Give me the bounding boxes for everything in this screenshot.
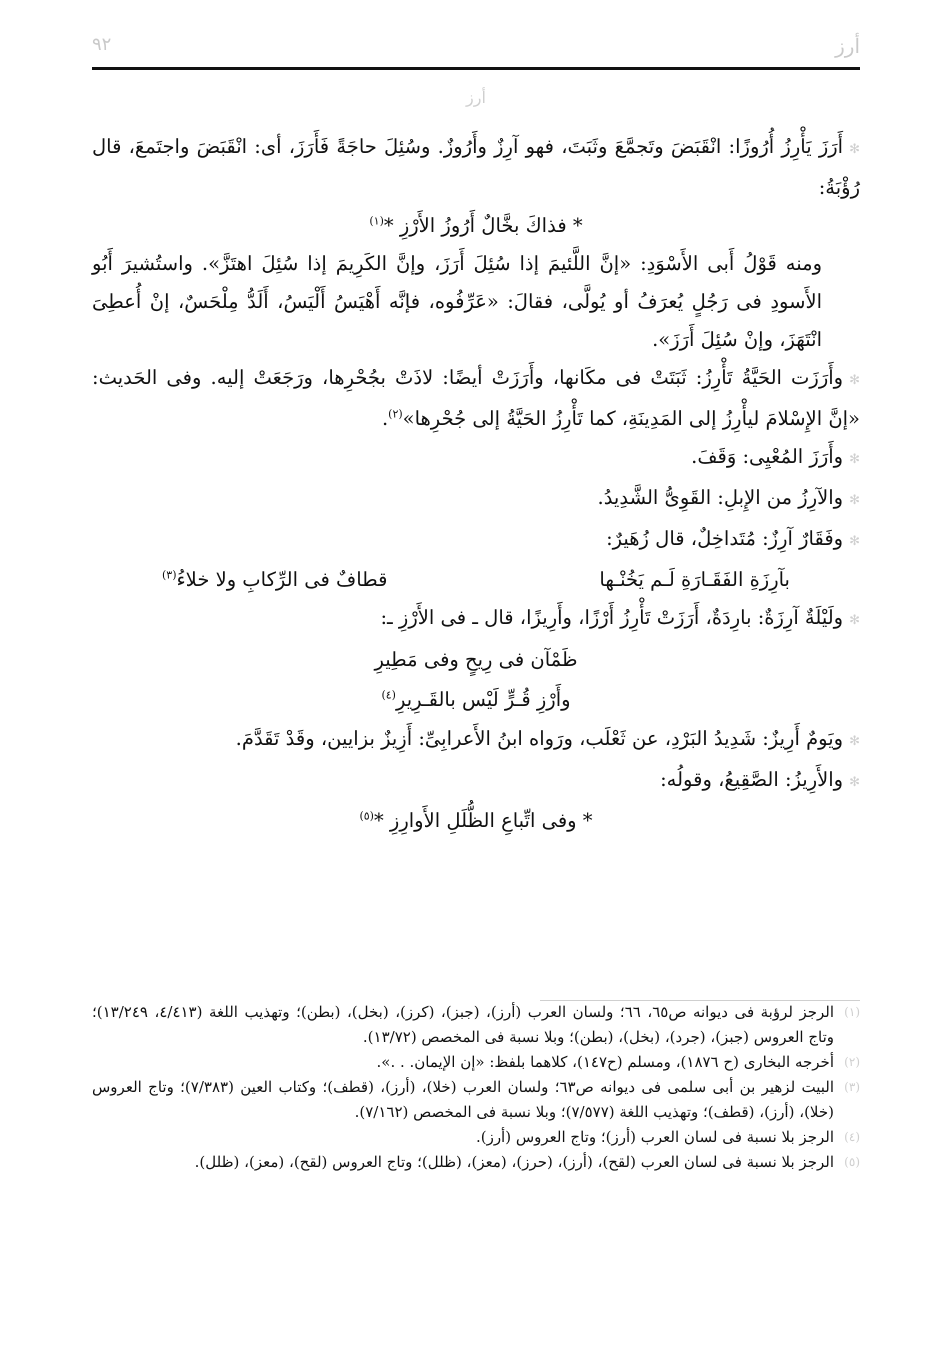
poem-line: وأَرْزِ قُـرٍّ لَيْس بالقَـرِيرِ$^{(٤)}$ (381, 688, 571, 711)
running-header (92, 30, 860, 66)
paragraph: ✻وفَقَارٌ آرِزٌ: مُتَداخِلٌ، قال زُهَيرٌ: (606, 527, 860, 550)
paragraph: ✻أَرَزَ يَأْرِزُ أُرُوزًا: انْقَبَضَ وتَجمَّعَ وثَبَتَ، فهو آرِزٌ وأَرُوزٌ. وسُئِلَ حاجَةً فَأَرَزَ، أى: انْقَبَضَ واجتَمعَ، قال رُؤْبَةُ: (92, 135, 860, 199)
poem-hemistich-left: قطافٌ فى الرِّكابِ ولا خلاءُ$^{(٣)}$ (162, 568, 388, 591)
footnote: (٣) البيت لزهير بن أبى سلمى فى ديوانه ص٦٣؛ ولسان العرب (خلا)، (أرز)، (قطف)؛ وكتاب العين (٧/٣٨٣)؛ وتاج العروس (خلا)، (أرز)، (قطف)؛ وتهذيب اللغة (٧/٥٧٧)؛ وبلا نسبة فى المخصص (٧/١٦٢). (92, 1075, 860, 1125)
footnote-marker: (٢) (844, 1055, 860, 1069)
footnote-ref: (٥) (359, 809, 374, 823)
star-icon: ✻ (849, 734, 860, 749)
footnote-ref: (٣) (162, 568, 177, 582)
header-rule (92, 67, 860, 70)
footnote: (٥) الرجز بلا نسبة فى لسان العرب (لقح)، (أرز)، (حرز)، (معز)، (ظلل)؛ وتاج العروس (لقح)، (معز)، (ظلل). (92, 1150, 860, 1175)
verse-line: * وفى اتِّباعِ الظُّلَلِ الأَوارِزِ *$^{(٥)}$ (359, 809, 593, 832)
star-icon: ✻ (849, 534, 860, 549)
star-icon: ✻ (849, 142, 860, 157)
poem-line: ظَمْآن فى رِيحٍ وفى مَطِيرِ (374, 648, 578, 671)
star-icon: ✻ (849, 775, 860, 790)
star-icon: ✻ (849, 452, 860, 467)
footnote: (٤) الرجز بلا نسبة فى لسان العرب (أرز)؛ وتاج العروس (أرز). (92, 1125, 860, 1150)
paragraph: ✻والأَرِيزُ: الصَّقِيعُ، وقولُه: (660, 768, 860, 791)
section-mark: أرز (466, 88, 486, 107)
paragraph: ✻والآرِزُ من الإِبلِ: القَوِىُّ الشَّدِيدُ. (597, 486, 860, 509)
page (92, 0, 860, 1369)
footnote-ref: (٢) (388, 407, 403, 421)
footnote-ref: (٤) (381, 688, 396, 702)
page-number: ٩٢ (92, 34, 112, 55)
main-text (92, 128, 860, 840)
paragraph: ومنه قَوْلُ أَبى الأَسْوَدِ: «إنَّ اللَّئيمَ إذا سُئِلَ أَرَزَ، وإنَّ الكَرِيمَ إذا سُئِلَ اهتَزَّ». واستُشيرَ أَبُو الأَسودِ فى رَجُلٍ يُعرَفُ أو يُولَّى، فقالَ: «عَرِّفُوه، فإنَّه أَهْيَسُ أَلْيَسُ، أَلَدُّ مِلْحَسٌ، إنْ أُعطِىَ انْتَهَزَ، وإنْ سُئِلَ أَرَزَ». (92, 252, 822, 351)
footnote-marker: (٤) (844, 1130, 860, 1144)
paragraph: ✻ولَيْلَةٌ آرِزَةٌ: بارِدَةٌ، أَرَزَتْ تَأْرِزُ أَرْزًا، وأَرِيزًا، قال ـ فى الأَرْزِ ـ: (380, 606, 860, 629)
footnote-marker: (٣) (844, 1080, 860, 1094)
paragraph: ✻ويَومٌ أَرِيزٌ: شَدِيدُ البَرْدِ، عن ثَعْلَب، ورَواه ابنُ الأَعرابِىِّ: أَزِيزٌ بزايين، وقَدْ تَقَدَّمَ. (235, 727, 860, 750)
star-icon: ✻ (849, 613, 860, 628)
footnote-marker: (١) (844, 1005, 860, 1019)
star-icon: ✻ (849, 493, 860, 508)
verse-line: * فذاكَ بخَّالٌ أَرُوزُ الأَرْزِ *$^{(١)}$ (369, 214, 583, 237)
star-icon: ✻ (849, 373, 860, 388)
footnote-ref: (١) (369, 214, 384, 228)
footnote-marker: (٥) (844, 1155, 860, 1169)
paragraph: ✻وأَرَزَ المُعْيِى: وَقَفَ. (691, 445, 860, 468)
poem-verse (92, 561, 860, 599)
footnote: (٢) أخرجه البخارى (ح ١٨٧٦)، ومسلم (ح١٤٧)، كلاهما بلفظ: «إن الإيمان. . .». (92, 1050, 860, 1075)
header-title: أرز (835, 34, 860, 58)
poem-rajaz (92, 640, 860, 720)
paragraph: ✻وأَرَزَت الحَيَّةُ تَأْرِزُ: ثَبَتَتْ فى مكَانها، وأَرَزَتْ أيضًا: لاذَتْ بجُحْرِها، ورَجَعَتْ إليه. وفى الحَديث: «إنَّ الإِسْلامَ ليأْرِزُ إلى المَدِينَةِ، كما تَأْرِزُ الحَيَّةُ إلى جُحْرِها»$^{(٢)}$. (92, 366, 860, 430)
poem-hemistich-right: بآرِزَةِ الفَقَـارَةِ لَـم يَخُنْـها (599, 568, 790, 591)
footnote: (١) الرجز لرؤبة فى ديوانه ص٦٥، ٦٦؛ ولسان العرب (أرز)، (جبز)، (كرز)، (بخل)، (بطن)؛ وتهذيب اللغة (٤/٤١٣، ١٣/٢٤٩)؛ وتاج العروس (جبز)، (جرد)، (بخل)، (بطن)؛ وبلا نسبة فى المخصص (١٣/٧٢). (92, 1000, 860, 1050)
footnotes (92, 1000, 860, 1175)
